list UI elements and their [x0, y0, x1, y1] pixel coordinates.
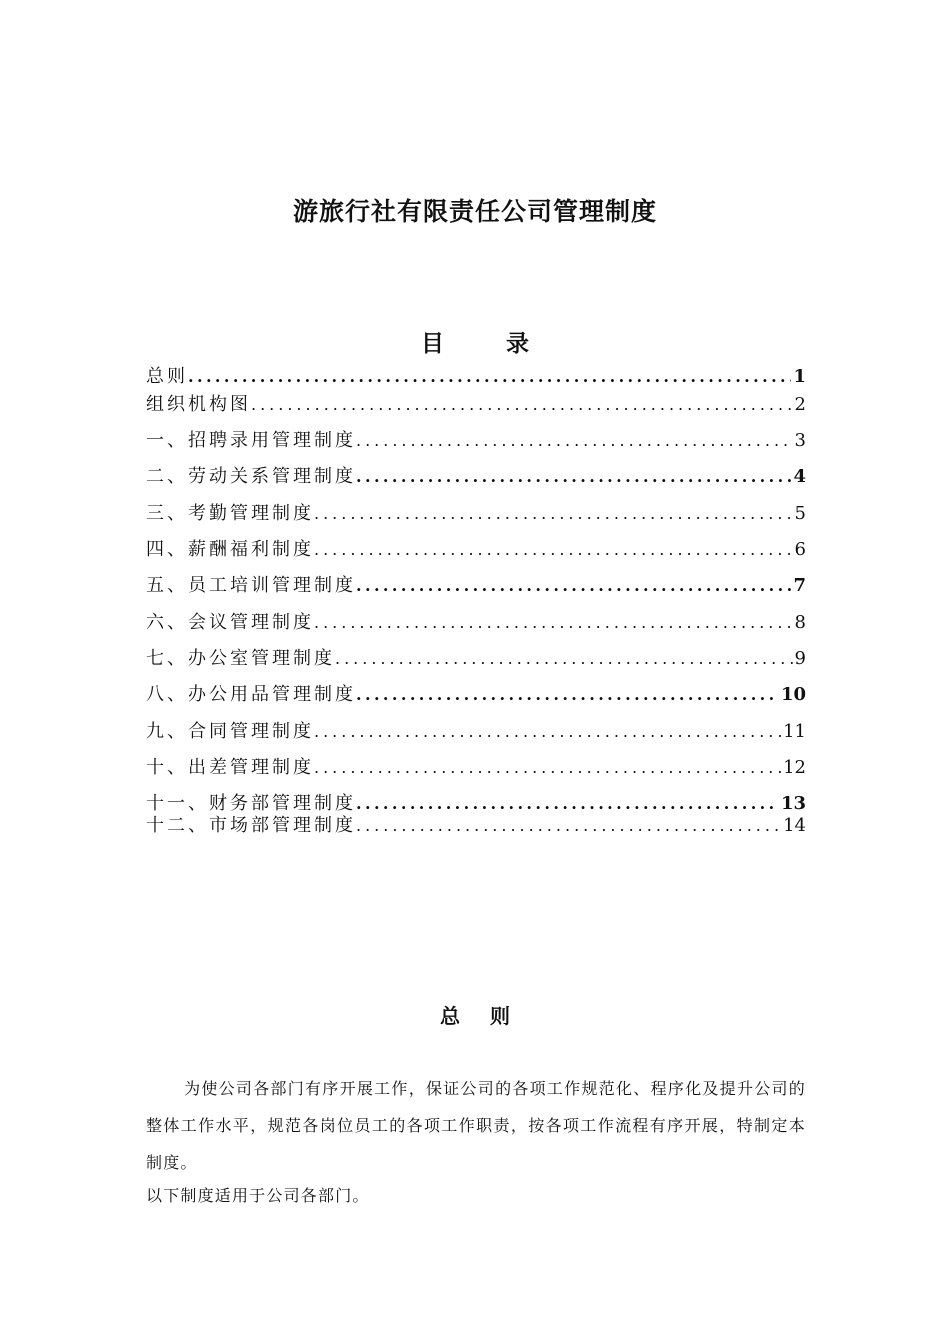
toc-leader-dots: [314, 612, 793, 634]
toc-entry[interactable]: [146, 743, 806, 779]
toc-leader-dots: [356, 466, 791, 488]
toc-entry-page: 2: [794, 394, 806, 415]
toc-entry-label: 三、考勤管理制度: [146, 503, 314, 524]
toc-heading-right: 录: [506, 331, 529, 357]
toc-entry-label: 二、劳动关系管理制度: [146, 466, 356, 487]
toc-entry[interactable]: [146, 670, 806, 706]
toc-leader-dots: [356, 815, 781, 837]
toc-entry-page: 14: [783, 815, 806, 836]
table-of-contents: [146, 366, 806, 837]
toc-entry-label: 一、招聘录用管理制度: [146, 430, 356, 451]
toc-entry-label: 四、薪酬福利制度: [146, 539, 314, 560]
toc-entry-label: 十一、财务部管理制度: [146, 793, 356, 814]
toc-entry-page: 11: [783, 721, 806, 742]
toc-entry[interactable]: [146, 597, 806, 634]
section-heading-left: 总: [440, 1004, 460, 1028]
document-title: 游旅行社有限责任公司管理制度: [292, 197, 657, 226]
toc-leader-dots: [335, 648, 793, 670]
toc-leader-dots: [356, 684, 779, 706]
toc-entry[interactable]: [146, 452, 806, 488]
section-heading: [0, 1000, 950, 1029]
toc-entry-label: 十、出差管理制度: [146, 757, 314, 778]
toc-entry-label: 六、会议管理制度: [146, 612, 314, 633]
toc-entry-page: 5: [794, 503, 806, 524]
toc-entry[interactable]: [146, 525, 806, 561]
toc-entry-page: 6: [794, 539, 806, 560]
toc-entry[interactable]: [146, 634, 806, 670]
section-paragraph: [146, 1070, 806, 1181]
toc-leader-dots: [314, 757, 781, 779]
toc-entry-page: 3: [794, 430, 806, 451]
toc-leader-dots: [314, 503, 793, 525]
toc-entry-label: 七、办公室管理制度: [146, 648, 335, 669]
toc-entry-label: 组织机构图: [146, 394, 251, 415]
section-heading-right: 则: [490, 1004, 510, 1028]
toc-entry[interactable]: [146, 488, 806, 525]
toc-entry-label: 九、合同管理制度: [146, 721, 314, 742]
toc-entry[interactable]: [146, 416, 806, 452]
toc-entry-page: 12: [783, 757, 806, 778]
section-paragraph-text: 为使公司各部门有序开展工作，保证公司的各项工作规范化、程序化及提升公司的整体工作水平，规范各岗位员工的各项工作职责，按各项工作流程有序开展，特制定本制度。: [146, 1079, 806, 1172]
toc-entry-page: 9: [794, 648, 806, 669]
toc-entry-page: 1: [793, 366, 806, 387]
toc-leader-dots: [314, 539, 793, 561]
toc-heading-left: 目: [421, 331, 444, 357]
toc-entry-page: 8: [794, 612, 806, 633]
toc-entry[interactable]: [146, 779, 806, 815]
toc-leader-dots: [356, 575, 791, 597]
toc-leader-dots: [251, 394, 793, 416]
toc-leader-dots: [314, 721, 781, 743]
toc-entry[interactable]: [146, 815, 806, 837]
toc-entry-page: 7: [793, 575, 806, 596]
toc-entry-label: 五、员工培训管理制度: [146, 575, 356, 596]
toc-entry-label: 八、办公用品管理制度: [146, 684, 356, 705]
section-paragraph-2: 以下制度适用于公司各部门。: [146, 1186, 370, 1205]
toc-entry[interactable]: [146, 388, 806, 416]
toc-heading: [0, 325, 950, 358]
toc-entry-page: 10: [780, 684, 806, 705]
toc-leader-dots: [356, 793, 779, 815]
toc-entry[interactable]: [146, 561, 806, 597]
toc-entry-label: 十二、市场部管理制度: [146, 815, 356, 836]
toc-leader-dots: [188, 366, 791, 388]
toc-leader-dots: [356, 430, 793, 452]
toc-entry[interactable]: [146, 706, 806, 743]
toc-entry-page: 13: [780, 793, 806, 814]
toc-entry-label: 总则: [146, 366, 188, 387]
toc-entry-page: 4: [793, 466, 806, 487]
toc-entry[interactable]: [146, 366, 806, 388]
